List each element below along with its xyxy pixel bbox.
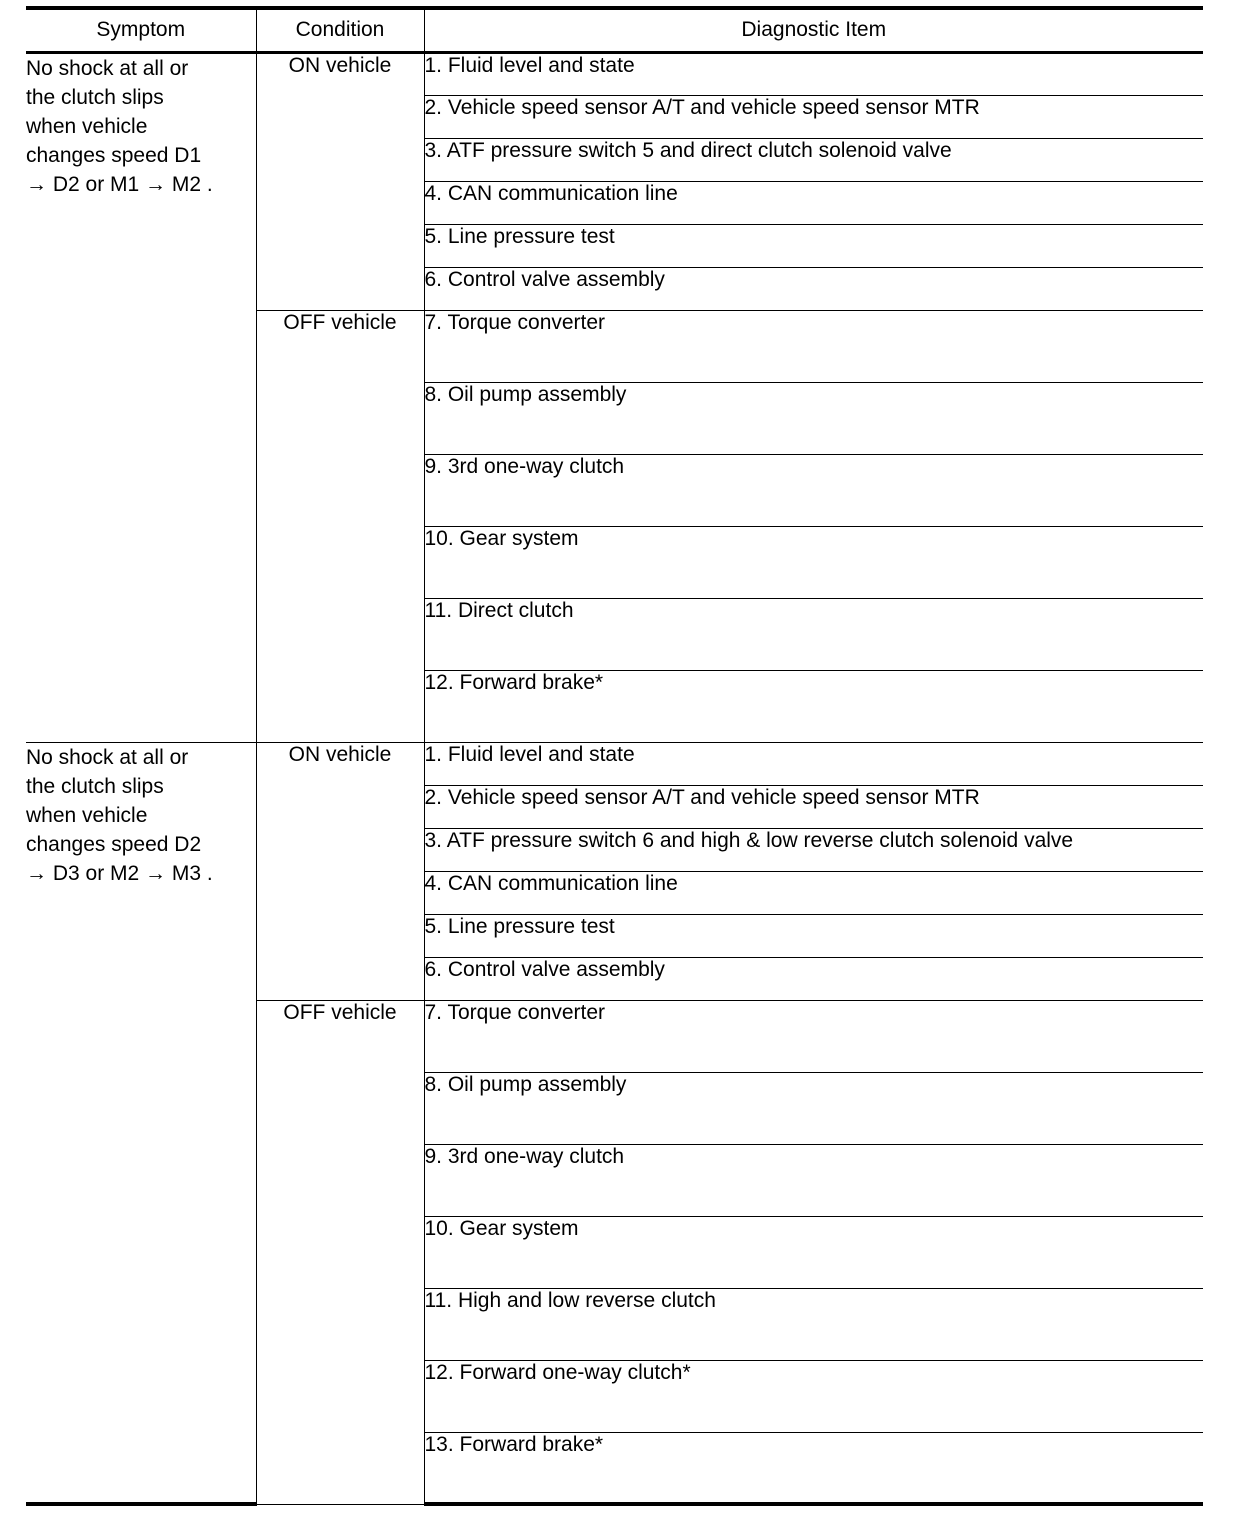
condition-on-vehicle: ON vehicle: [256, 52, 424, 310]
diagnostic-item: 2. Vehicle speed sensor A/T and vehicle speed sensor MTR: [424, 785, 1203, 828]
diagnostic-item: 7. Torque converter: [424, 310, 1203, 382]
header-condition: Condition: [256, 8, 424, 52]
diagnostic-item: 5. Line pressure test: [424, 914, 1203, 957]
diagnostic-item: 3. ATF pressure switch 6 and high & low reverse clutch solenoid valve: [424, 828, 1203, 871]
symptom-line: No shock at all or: [26, 56, 189, 80]
table-row: [26, 52, 1203, 95]
symptom-line: the clutch slips: [26, 774, 164, 798]
diagnostic-table: [26, 6, 1203, 1506]
diagnostic-item: 12. Forward one-way clutch*: [424, 1360, 1203, 1432]
header-symptom: Symptom: [26, 8, 256, 52]
symptom-group-2: [26, 742, 1203, 1504]
diagnostic-item: 3. ATF pressure switch 5 and direct clutch solenoid valve: [424, 138, 1203, 181]
header-row: [26, 8, 1203, 52]
condition-on-vehicle: ON vehicle: [256, 742, 424, 1000]
diagnostic-item: 1. Fluid level and state: [424, 742, 1203, 785]
symptom-line: changes speed D1: [26, 143, 202, 167]
condition-off-vehicle: OFF vehicle: [256, 1000, 424, 1504]
diagnostic-item: 1. Fluid level and state: [424, 52, 1203, 95]
symptom-line: → D3 or M2 → M3 .: [26, 861, 213, 885]
symptom-line: when vehicle: [26, 114, 148, 138]
symptom-cell: [26, 742, 256, 1504]
diagnostic-item: 13. Forward brake*: [424, 1432, 1203, 1504]
diagnostic-item: 2. Vehicle speed sensor A/T and vehicle speed sensor MTR: [424, 95, 1203, 138]
symptom-line: changes speed D2: [26, 832, 202, 856]
diagnostic-item: 6. Control valve assembly: [424, 957, 1203, 1000]
diagnostic-item: 8. Oil pump assembly: [424, 1072, 1203, 1144]
diagnostic-item: 8. Oil pump assembly: [424, 382, 1203, 454]
diagnostic-item: 7. Torque converter: [424, 1000, 1203, 1072]
symptom-line: the clutch slips: [26, 85, 164, 109]
diagnostic-item: 10. Gear system: [424, 1216, 1203, 1288]
diagnostic-item: 11. High and low reverse clutch: [424, 1288, 1203, 1360]
diagnostic-item: 10. Gear system: [424, 526, 1203, 598]
symptom-group-1: [26, 52, 1203, 742]
diagnostic-item: 5. Line pressure test: [424, 224, 1203, 267]
diagnostic-item: 4. CAN communication line: [424, 181, 1203, 224]
symptom-line: → D2 or M1 → M2 .: [26, 172, 213, 196]
symptom-line: No shock at all or: [26, 745, 189, 769]
symptom-line: when vehicle: [26, 803, 148, 827]
condition-off-vehicle: OFF vehicle: [256, 310, 424, 742]
diagnostic-item: 4. CAN communication line: [424, 871, 1203, 914]
table-row: [26, 742, 1203, 785]
diagnostic-item: 12. Forward brake*: [424, 670, 1203, 742]
diagnostic-item: 11. Direct clutch: [424, 598, 1203, 670]
diagnostic-item: 9. 3rd one-way clutch: [424, 454, 1203, 526]
diagnostic-item: 9. 3rd one-way clutch: [424, 1144, 1203, 1216]
diagnostic-item: 6. Control valve assembly: [424, 267, 1203, 310]
header-diagnostic-item: Diagnostic Item: [424, 8, 1203, 52]
symptom-cell: [26, 52, 256, 742]
